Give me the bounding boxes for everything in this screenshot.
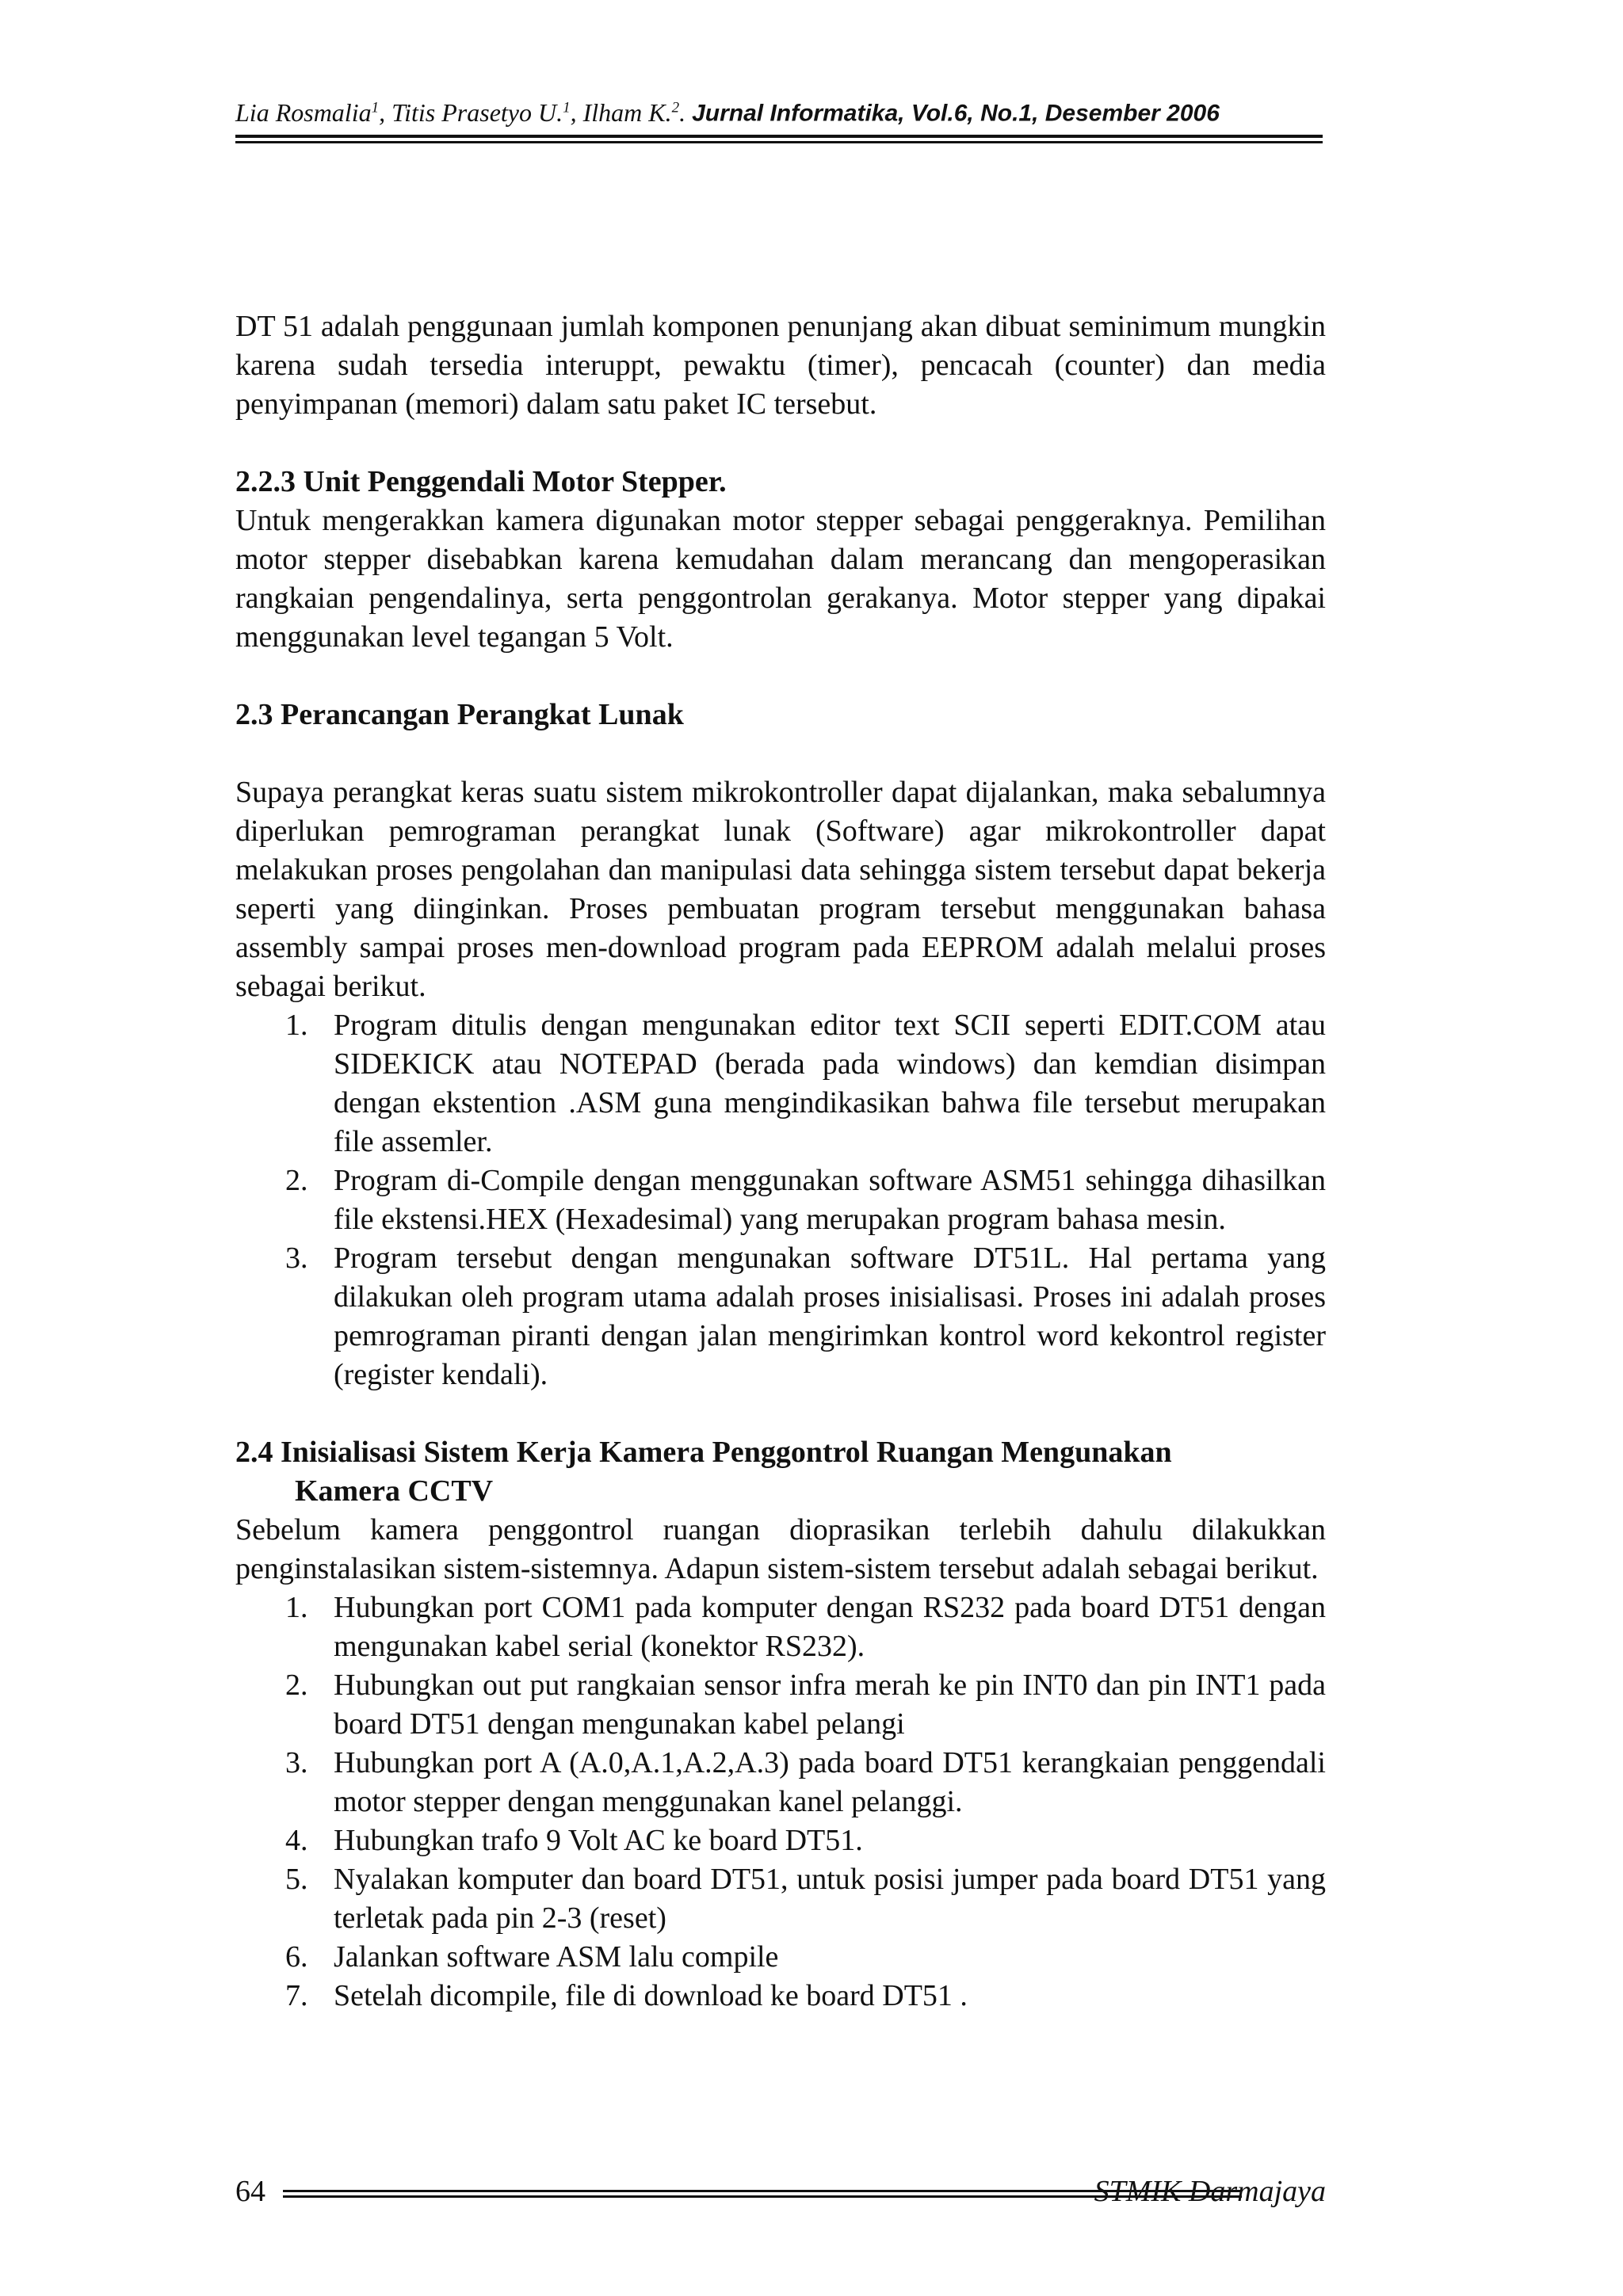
list-item: 3. Hubungkan port A (A.0,A.1,A.2,A.3) pada board DT51 kerangkaian penggendali motor stepper dengan menggunakan kanel pelanggi. <box>285 1746 1326 1818</box>
section-heading-2-3: 2.3 Perancangan Perangkat Lunak <box>235 698 684 731</box>
header-rule <box>235 135 1323 138</box>
list-item: 6. Jalankan software ASM lalu compile <box>285 1940 779 1974</box>
list-item: 4. Hubungkan trafo 9 Volt AC ke board DT51. <box>285 1824 863 1857</box>
header-rule-second <box>235 141 1323 143</box>
list-item: 7. Setelah dicompile, file di download ke board DT51 . <box>285 1979 968 2012</box>
list-item: 1. Program ditulis dengan mengunakan editor text SCII seperti EDIT.COM atau SIDEKICK atau NOTEPAD (berada pada windows) dan kemdian disimpan dengan ekstention .ASM guna mengindikasikan bahwa file tersebut merupakan file assemler. <box>285 1009 1326 1158</box>
author-list: Lia Rosmalia$^1$, Titis Prasetyo U.$^1$, Ilham K.$^2$. <box>235 97 686 127</box>
journal-citation: Jurnal Informatika, Vol.6, No.1, Desember 2006 <box>692 100 1220 127</box>
list-item: 1. Hubungkan port COM1 pada komputer dengan RS232 pada board DT51 dengan mengunakan kabel serial (konektor RS232). <box>285 1591 1326 1663</box>
institution-name: STMIK Darmajaya <box>1094 2175 1326 2208</box>
running-header <box>235 92 1323 130</box>
software-process-list <box>235 1006 1326 1394</box>
intro-paragraph: DT 51 adalah penggunaan jumlah komponen penunjang akan dibuat seminimum mungkin karena sudah tersedia interuppt, pewaktu (timer), pencacah (counter) dan media penyimpanan (memori) dalam satu paket IC tersebut. <box>235 310 1326 421</box>
section-2-2-3-paragraph: Untuk mengerakkan kamera digunakan motor stepper sebagai penggeraknya. Pemilihan motor stepper disebabkan karena kemudahan dalam merancang dan mengoperasikan rangkaian pengendalinya, serta penggontrolan gerakanya. Motor stepper yang dipakai menggunakan level tegangan 5 Volt. <box>235 504 1326 654</box>
section-2-3-paragraph: Supaya perangkat keras suatu sistem mikrokontroller dapat dijalankan, maka sebalumnya diperlukan pemrograman perangkat lunak (Software) agar mikrokontroller dapat melakukan proses pengolahan dan manipulasi data sehingga sistem tersebut dapat bekerja seperti yang diinginkan. Proses pembuatan program tersebut menggunakan bahasa assembly sampai proses men-download program pada EEPROM adalah melalui proses sebagai berikut. <box>235 776 1326 1003</box>
list-item: 5. Nyalakan komputer dan board DT51, untuk posisi jumper pada board DT51 yang terletak pada pin 2-3 (reset) <box>285 1863 1326 1935</box>
page-body <box>235 307 1326 2016</box>
page-number: 64 <box>235 2175 265 2208</box>
installation-steps-list <box>235 1589 1326 2016</box>
list-item: 2. Hubungkan out put rangkaian sensor infra merah ke pin INT0 dan pin INT1 pada board DT51 dengan mengunakan kabel pelangi <box>285 1669 1326 1741</box>
list-item: 3. Program tersebut dengan mengunakan software DT51L. Hal pertama yang dilakukan oleh program utama adalah proses inisialisasi. Proses ini adalah proses pemrograman piranti dengan jalan mengirimkan kontrol word kekontrol register (register kendali). <box>285 1241 1326 1391</box>
list-item: 2. Program di-Compile dengan menggunakan software ASM51 sehingga dihasilkan file ekstensi.HEX (Hexadesimal) yang merupakan program bahasa mesin. <box>285 1164 1326 1236</box>
section-heading-2-2-3: 2.2.3 Unit Penggendali Motor Stepper. <box>235 465 727 498</box>
section-2-4-paragraph: Sebelum kamera penggontrol ruangan dioprasikan terlebih dahulu dilakukkan penginstalasikan sistem-sistemnya. Adapun sistem-sistem tersebut adalah sebagai berikut. <box>235 1513 1326 1585</box>
page-footer <box>235 2174 1326 2214</box>
section-heading-2-4: 2.4 Inisialisasi Sistem Kerja Kamera Penggontrol Ruangan Mengunakan Kamera CCTV <box>235 1436 1172 1508</box>
